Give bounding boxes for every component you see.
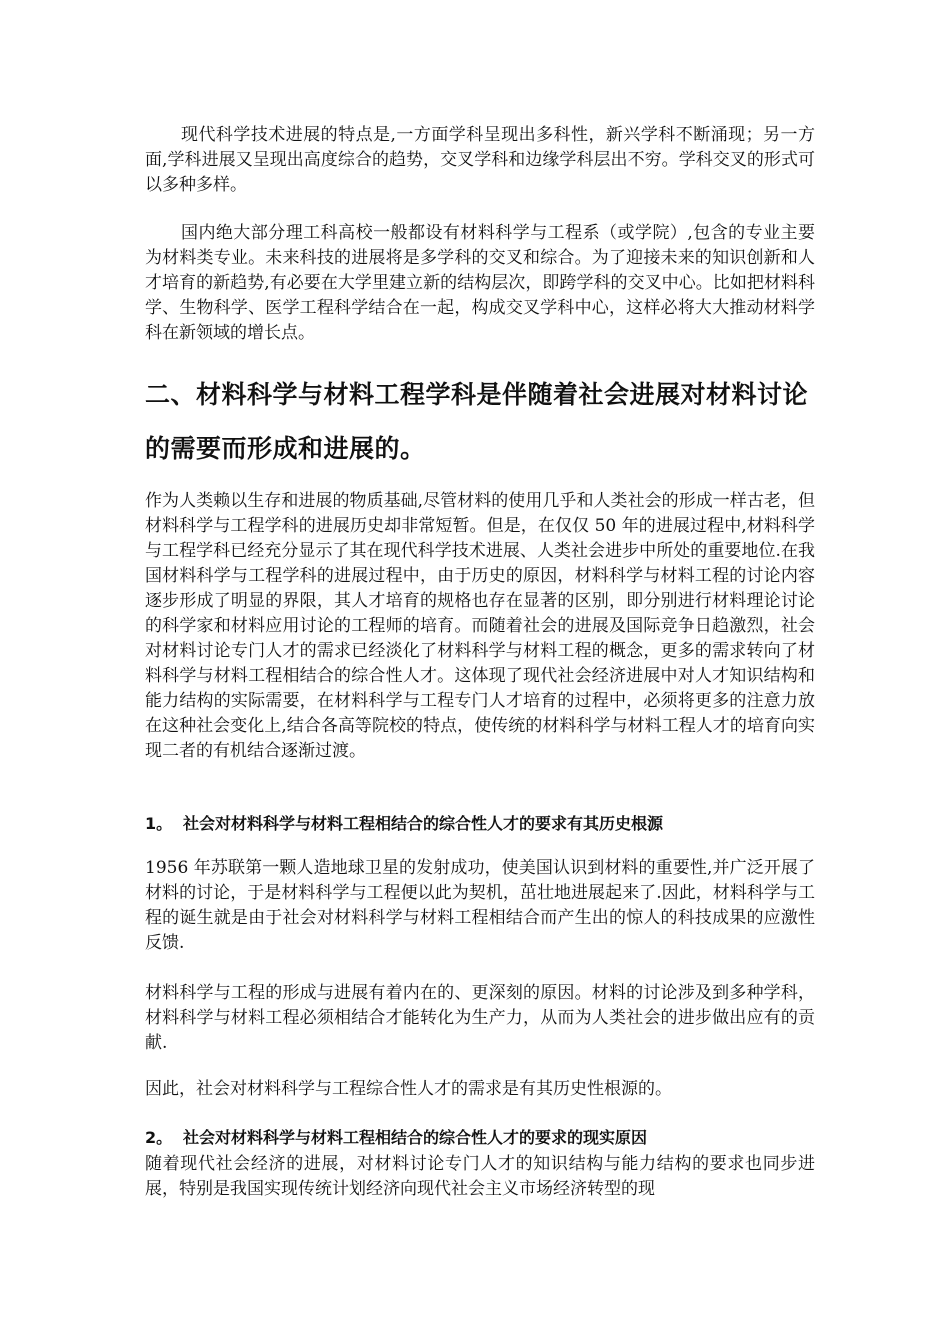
paragraph-text: 因此，社会对材料科学与工程综合性人才的需求是有其历史性根源的。 <box>145 1079 672 1099</box>
subsection-2-heading <box>145 1126 815 1150</box>
section-heading-text: 二、材料科学与材料工程学科是伴随着社会进展对材料讨论的需要而形成和进展的。 <box>145 380 809 463</box>
paragraph-text: 1956 年苏联第一颗人造地球卫星的发射成功，使美国认识到材料的重要性,并广泛开展了材料的讨论，于是材料科学与工程便以此为契机，茁壮地进展起来了.因此，材料科学与工程的诞生就是由于社会对材料科学与材料工程相结合而产生出的惊人的科技成果的应激性反馈. <box>145 858 815 953</box>
subsection-1-paragraph-3 <box>145 1077 815 1102</box>
intro-paragraph-2 <box>145 221 815 346</box>
paragraph-text: 随着现代社会经济的进展，对材料讨论专门人才的知识结构与能力结构的要求也同步进展，特别是我国实现传统计划经济向现代社会主义市场经济转型的现 <box>145 1154 815 1199</box>
subsection-title: 社会对材料科学与材料工程相结合的综合性人才的要求的现实原因 <box>183 1128 648 1147</box>
subsection-1-heading <box>145 812 815 836</box>
section-2-heading <box>145 368 815 476</box>
intro-paragraph-1 <box>145 123 815 198</box>
section-2-body <box>145 489 815 764</box>
subsection-title: 社会对材料科学与材料工程相结合的综合性人才的要求有其历史根源 <box>183 814 664 833</box>
subsection-number: 1。 <box>145 814 173 833</box>
subsection-1-paragraph-2 <box>145 981 815 1056</box>
subsection-1-paragraph-1 <box>145 856 815 956</box>
subsection-2-paragraph-1 <box>145 1152 815 1202</box>
subsection-number: 2。 <box>145 1128 173 1147</box>
paragraph-text: 国内绝大部分理工科高校一般都设有材料科学与工程系（或学院）,包含的专业主要为材料类专业。未来科技的进展将是多学科的交叉和综合。为了迎接未来的知识创新和人才培育的新趋势,有必要在大学里建立新的结构层次，即跨学科的交叉中心。比如把材料科学、生物科学、医学工程科学结合在一起，构成交叉学科中心，这样必将大大推动材料学科在新领域的增长点。 <box>145 223 815 343</box>
paragraph-text: 现代科学技术进展的特点是,一方面学科呈现出多科性，新兴学科不断涌现；另一方面,学科进展又呈现出高度综合的趋势，交叉学科和边缘学科层出不穷。学科交叉的形式可以多种多样。 <box>145 125 815 195</box>
paragraph-text: 材料科学与工程的形成与进展有着内在的、更深刻的原因。材料的讨论涉及到多种学科，材料科学与材料工程必须相结合才能转化为生产力，从而为人类社会的进步做出应有的贡献. <box>145 983 815 1053</box>
paragraph-text: 作为人类赖以生存和进展的物质基础,尽管材料的使用几乎和人类社会的形成一样古老，但材料科学与工程学科的进展历史却非常短暂。但是，在仅仅 50 年的进展过程中,材料科学与工程学科已经充分显示了其在现代科学技术进展、人类社会进步中所处的重要地位.在我国材料科学与工程学科的进展过程中，由于历史的原因，材料科学与材料工程的讨论内容逐步形成了明显的界限，其人才培育的规格也存在显著的区别，即分别进行材料理论讨论的科学家和材料应用讨论的工程师的培育。而随着社会的进展及国际竞争日趋激烈，社会对材料讨论专门人才的需求已经淡化了材料科学与材料工程的概念，更多的需求转向了材料科学与材料工程相结合的综合性人才。这体现了现代社会经济进展中对人才知识结构和能力结构的实际需要，在材料科学与工程专门人才培育的过程中，必须将更多的注意力放在这种社会变化上,结合各高等院校的特点，使传统的材料科学与材料工程人才的培育向实现二者的有机结合逐渐过渡。 <box>145 491 815 761</box>
